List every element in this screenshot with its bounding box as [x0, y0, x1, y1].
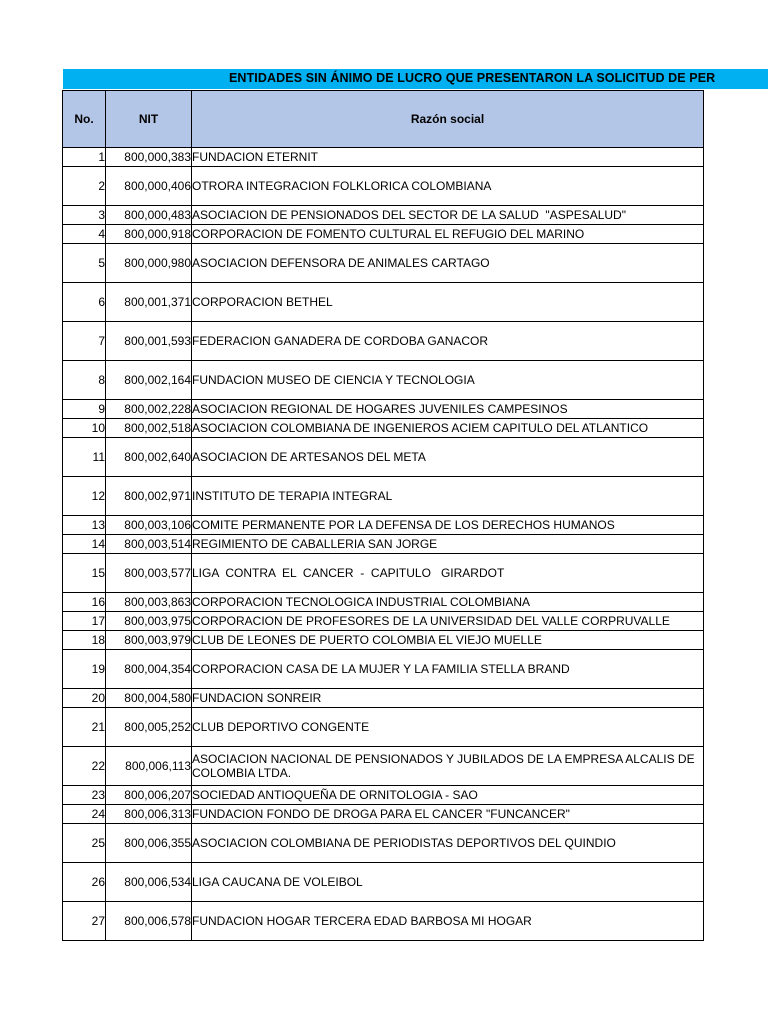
cell-no[interactable]: 1: [63, 148, 106, 167]
cell-razon-social[interactable]: CORPORACION DE PROFESORES DE LA UNIVERSIDAD DEL VALLE CORPRUVALLE: [192, 612, 704, 631]
cell-razon-social[interactable]: CLUB DEPORTIVO CONGENTE: [192, 708, 704, 747]
table-row: [63, 786, 704, 805]
cell-no[interactable]: 9: [63, 400, 106, 419]
cell-razon-social[interactable]: CORPORACION CASA DE LA MUJER Y LA FAMILIA STELLA BRAND: [192, 650, 704, 689]
header-razon-social[interactable]: Razón social: [192, 91, 704, 148]
cell-nit[interactable]: 800,003,514: [106, 535, 192, 554]
cell-no[interactable]: 14: [63, 535, 106, 554]
cell-nit[interactable]: 800,001,371: [106, 283, 192, 322]
sheet-title: ENTIDADES SIN ÁNIMO DE LUCRO QUE PRESENTARON LA SOLICITUD DE PER: [229, 71, 716, 85]
cell-no[interactable]: 21: [63, 708, 106, 747]
cell-razon-social[interactable]: CLUB DE LEONES DE PUERTO COLOMBIA EL VIEJO MUELLE: [192, 631, 704, 650]
cell-razon-social[interactable]: INSTITUTO DE TERAPIA INTEGRAL: [192, 477, 704, 516]
table-row: [63, 148, 704, 167]
table-row: [63, 902, 704, 941]
table-row: [63, 477, 704, 516]
cell-no[interactable]: 6: [63, 283, 106, 322]
cell-nit[interactable]: 800,006,207: [106, 786, 192, 805]
cell-nit[interactable]: 800,002,640: [106, 438, 192, 477]
cell-razon-social[interactable]: CORPORACION DE FOMENTO CULTURAL EL REFUGIO DEL MARINO: [192, 225, 704, 244]
title-bar: [63, 69, 768, 89]
cell-razon-social[interactable]: LIGA CONTRA EL CANCER - CAPITULO GIRARDOT: [192, 554, 704, 593]
cell-no[interactable]: 7: [63, 322, 106, 361]
cell-nit[interactable]: 800,003,863: [106, 593, 192, 612]
cell-nit[interactable]: 800,002,971: [106, 477, 192, 516]
cell-nit[interactable]: 800,000,483: [106, 206, 192, 225]
cell-razon-social[interactable]: ASOCIACION DEFENSORA DE ANIMALES CARTAGO: [192, 244, 704, 283]
cell-nit[interactable]: 800,002,228: [106, 400, 192, 419]
cell-razon-social[interactable]: OTRORA INTEGRACION FOLKLORICA COLOMBIANA: [192, 167, 704, 206]
table-row: [63, 554, 704, 593]
cell-no[interactable]: 12: [63, 477, 106, 516]
table-body: [63, 148, 704, 941]
header-no[interactable]: No.: [63, 91, 106, 148]
table-row: [63, 863, 704, 902]
cell-nit[interactable]: 800,003,979: [106, 631, 192, 650]
cell-razon-social[interactable]: FEDERACION GANADERA DE CORDOBA GANACOR: [192, 322, 704, 361]
cell-razon-social[interactable]: SOCIEDAD ANTIOQUEÑA DE ORNITOLOGIA - SAO: [192, 786, 704, 805]
cell-nit[interactable]: 800,002,518: [106, 419, 192, 438]
cell-nit[interactable]: 800,003,975: [106, 612, 192, 631]
table-row: [63, 824, 704, 863]
cell-razon-social[interactable]: ASOCIACION NACIONAL DE PENSIONADOS Y JUBILADOS DE LA EMPRESA ALCALIS DE COLOMBIA LTDA.: [192, 747, 704, 786]
table-row: [63, 225, 704, 244]
cell-nit[interactable]: 800,000,918: [106, 225, 192, 244]
table-row: [63, 708, 704, 747]
cell-razon-social[interactable]: ASOCIACION COLOMBIANA DE PERIODISTAS DEPORTIVOS DEL QUINDIO: [192, 824, 704, 863]
entities-table: [62, 90, 704, 941]
table-row: [63, 747, 704, 786]
cell-no[interactable]: 13: [63, 516, 106, 535]
cell-no[interactable]: 5: [63, 244, 106, 283]
cell-nit[interactable]: 800,006,534: [106, 863, 192, 902]
table-row: [63, 361, 704, 400]
table-row: [63, 516, 704, 535]
cell-no[interactable]: 23: [63, 786, 106, 805]
table-row: [63, 419, 704, 438]
header-row: [63, 91, 704, 148]
cell-razon-social[interactable]: ASOCIACION COLOMBIANA DE INGENIEROS ACIEM CAPITULO DEL ATLANTICO: [192, 419, 704, 438]
cell-no[interactable]: 22: [63, 747, 106, 786]
table-row: [63, 805, 704, 824]
cell-nit[interactable]: 800,000,980: [106, 244, 192, 283]
cell-nit[interactable]: 800,004,354: [106, 650, 192, 689]
cell-nit[interactable]: 800,006,313: [106, 805, 192, 824]
cell-no[interactable]: 2: [63, 167, 106, 206]
cell-razon-social[interactable]: FUNDACION MUSEO DE CIENCIA Y TECNOLOGIA: [192, 361, 704, 400]
cell-no[interactable]: 11: [63, 438, 106, 477]
table-row: [63, 438, 704, 477]
cell-no[interactable]: 27: [63, 902, 106, 941]
cell-no[interactable]: 25: [63, 824, 106, 863]
cell-razon-social[interactable]: ASOCIACION REGIONAL DE HOGARES JUVENILES CAMPESINOS: [192, 400, 704, 419]
cell-razon-social[interactable]: CORPORACION TECNOLOGICA INDUSTRIAL COLOMBIANA: [192, 593, 704, 612]
cell-nit[interactable]: 800,000,383: [106, 148, 192, 167]
header-nit[interactable]: NIT: [106, 91, 192, 148]
table-row: [63, 650, 704, 689]
cell-nit[interactable]: 800,006,578: [106, 902, 192, 941]
cell-no[interactable]: 16: [63, 593, 106, 612]
cell-razon-social[interactable]: FUNDACION SONREIR: [192, 689, 704, 708]
table-row: [63, 612, 704, 631]
cell-razon-social[interactable]: FUNDACION ETERNIT: [192, 148, 704, 167]
cell-nit[interactable]: 800,002,164: [106, 361, 192, 400]
table-row: [63, 631, 704, 650]
cell-razon-social[interactable]: LIGA CAUCANA DE VOLEIBOL: [192, 863, 704, 902]
cell-no[interactable]: 3: [63, 206, 106, 225]
cell-no[interactable]: 17: [63, 612, 106, 631]
cell-no[interactable]: 20: [63, 689, 106, 708]
cell-nit[interactable]: 800,001,593: [106, 322, 192, 361]
cell-razon-social[interactable]: ASOCIACION DE PENSIONADOS DEL SECTOR DE LA SALUD "ASPESALUD": [192, 206, 704, 225]
table-row: [63, 535, 704, 554]
table-row: [63, 244, 704, 283]
cell-no[interactable]: 26: [63, 863, 106, 902]
cell-razon-social[interactable]: FUNDACION FONDO DE DROGA PARA EL CANCER "FUNCANCER": [192, 805, 704, 824]
cell-no[interactable]: 18: [63, 631, 106, 650]
cell-no[interactable]: 15: [63, 554, 106, 593]
cell-no[interactable]: 4: [63, 225, 106, 244]
cell-no[interactable]: 24: [63, 805, 106, 824]
table-row: [63, 283, 704, 322]
cell-no[interactable]: 8: [63, 361, 106, 400]
cell-nit[interactable]: 800,003,577: [106, 554, 192, 593]
cell-razon-social[interactable]: CORPORACION BETHEL: [192, 283, 704, 322]
cell-razon-social[interactable]: COMITE PERMANENTE POR LA DEFENSA DE LOS DERECHOS HUMANOS: [192, 516, 704, 535]
cell-nit[interactable]: 800,006,113: [106, 747, 192, 786]
cell-razon-social[interactable]: REGIMIENTO DE CABALLERIA SAN JORGE: [192, 535, 704, 554]
cell-nit[interactable]: 800,003,106: [106, 516, 192, 535]
table-row: [63, 400, 704, 419]
table-row: [63, 322, 704, 361]
cell-nit[interactable]: 800,004,580: [106, 689, 192, 708]
cell-nit[interactable]: 800,000,406: [106, 167, 192, 206]
table-row: [63, 206, 704, 225]
cell-razon-social[interactable]: ASOCIACION DE ARTESANOS DEL META: [192, 438, 704, 477]
table-row: [63, 689, 704, 708]
table-row: [63, 167, 704, 206]
cell-razon-social[interactable]: FUNDACION HOGAR TERCERA EDAD BARBOSA MI HOGAR: [192, 902, 704, 941]
cell-no[interactable]: 10: [63, 419, 106, 438]
cell-nit[interactable]: 800,005,252: [106, 708, 192, 747]
table-row: [63, 593, 704, 612]
cell-nit[interactable]: 800,006,355: [106, 824, 192, 863]
cell-no[interactable]: 19: [63, 650, 106, 689]
